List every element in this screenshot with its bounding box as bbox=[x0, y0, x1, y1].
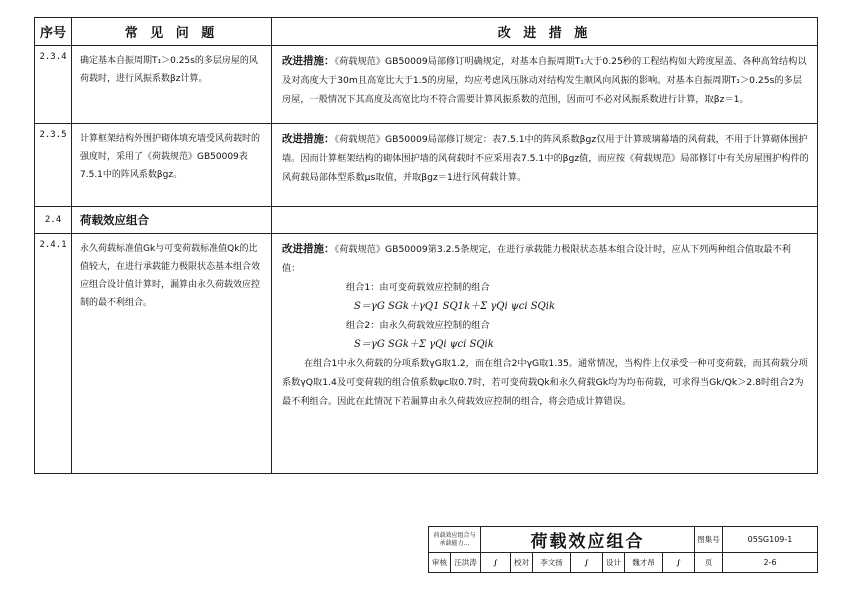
header-measure: 改 进 措 施 bbox=[272, 18, 818, 46]
page-number: 2-6 bbox=[723, 553, 818, 573]
measure-label: 改进措施： bbox=[282, 243, 335, 255]
row-number: 2.4.1 bbox=[35, 234, 72, 474]
row-measure bbox=[272, 46, 818, 124]
measure-label: 改进措施： bbox=[282, 133, 335, 145]
table-row bbox=[35, 46, 818, 124]
section-title: 荷载效应组合 bbox=[72, 207, 272, 234]
section-empty-cell bbox=[272, 207, 818, 234]
designer-signature: ∫ bbox=[663, 553, 695, 573]
row-measure bbox=[272, 124, 818, 207]
measure-tail: 在组合1中永久荷载的分项系数γG取1.2，而在组合2中γG取1.35。通常情况，当构件上仅承受一种可变荷载，而其荷载分项系数γQ取1.4及可变荷载的组合值系数ψc取0.7时，若可变荷载Qk和永久荷载Gk均为均布荷载，可求得当Gk/Qk＞2.8时组合2为最不利组合。因此在此情况下若漏算由永久荷载效应控制的组合，将会造成计算错误。 bbox=[282, 358, 808, 407]
problems-table bbox=[34, 17, 818, 474]
section-row bbox=[35, 207, 818, 234]
table-header bbox=[35, 18, 818, 46]
page-label: 页 bbox=[695, 553, 723, 573]
figure-number: 05SG109-1 bbox=[723, 527, 818, 553]
row-question: 永久荷载标准值Gk与可变荷载标准值Qk的比值较大，在进行承载能力极限状态基本组合效应组合设计值计算时，漏算由永久荷载效应控制的最不利组合。 bbox=[72, 234, 272, 474]
document-page bbox=[34, 17, 817, 572]
header-no: 序号 bbox=[35, 18, 72, 46]
measure-text: 《荷载规范》GB50009局部修订明确规定，对基本自振周期T₁大于0.25秒的工程结构如大跨度屋盖、各种高耸结构以及对高度大于30m且高宽比大于1.5的房屋，均应考虑风压脉动对结构发生顺风向风振的影响。对基本自振周期T₁＞0.25s的多层房屋，一般情况下其高度及高宽比均不符合需要计算风振系数的范围，因而可不必对风振系数进行计算，取βz＝1。 bbox=[282, 56, 807, 105]
designer-name: 魏才昂 bbox=[625, 553, 663, 573]
table-row bbox=[35, 124, 818, 207]
row-measure bbox=[272, 234, 818, 474]
figure-number-label: 图集号 bbox=[695, 527, 723, 553]
row-number: 2.3.4 bbox=[35, 46, 72, 124]
header-question: 常 见 问 题 bbox=[72, 18, 272, 46]
reviewer-name: 汪洪涛 bbox=[451, 553, 481, 573]
design-label: 设计 bbox=[603, 553, 625, 573]
row-number: 2.3.5 bbox=[35, 124, 72, 207]
combo-1: 组合1：由可变荷载效应控制的组合 bbox=[346, 282, 490, 293]
title-block bbox=[428, 526, 818, 573]
row-question: 确定基本自振周期T₁＞0.25s的多层房屋的风荷载时，进行风振系数βz计算。 bbox=[72, 46, 272, 124]
row-question: 计算框架结构外围护砌体填充墙受风荷载时的强度时，采用了《荷载规范》GB50009表7.5.1中的阵风系数βgz。 bbox=[72, 124, 272, 207]
review-label: 审核 bbox=[429, 553, 451, 573]
checker-name: 李文扬 bbox=[533, 553, 571, 573]
table-row bbox=[35, 234, 818, 474]
equation-1: S＝γG SGk＋γQ1 SQ1k＋Σ γQi ψci SQik bbox=[354, 301, 556, 312]
combo-2: 组合2：由永久荷载效应控制的组合 bbox=[346, 320, 490, 331]
equation-2: S＝γG SGk＋Σ γQi ψci SQik bbox=[354, 339, 494, 350]
measure-text: 《荷载规范》GB50009第3.2.5条规定，在进行承载能力极限状态基本组合设计时，应从下列两种组合值取最不利值： bbox=[282, 244, 791, 274]
reviewer-signature: ∫ bbox=[481, 553, 511, 573]
measure-intro bbox=[282, 240, 809, 278]
measure-label: 改进措施： bbox=[282, 55, 335, 67]
section-number: 2.4 bbox=[35, 207, 72, 234]
title-block-subtitle: 荷载效应组合与承载能力… bbox=[429, 527, 481, 553]
check-label: 校对 bbox=[511, 553, 533, 573]
measure-text: 《荷载规范》GB50009局部修订规定：表7.5.1中的阵风系数βgz仅用于计算玻璃幕墙的风荷载，不用于计算砌体围护墙。因而计算框架结构的砌体围护墙的风荷载时不应采用表7.5.1中的βgz值，而应按《荷载规范》局部修订中有关房屋围护构件的风荷载局部体型系数μs取值，并取βgz＝1进行风荷载计算。 bbox=[282, 134, 809, 183]
title-block-title: 荷载效应组合 bbox=[481, 527, 695, 553]
checker-signature: ∫ bbox=[571, 553, 603, 573]
